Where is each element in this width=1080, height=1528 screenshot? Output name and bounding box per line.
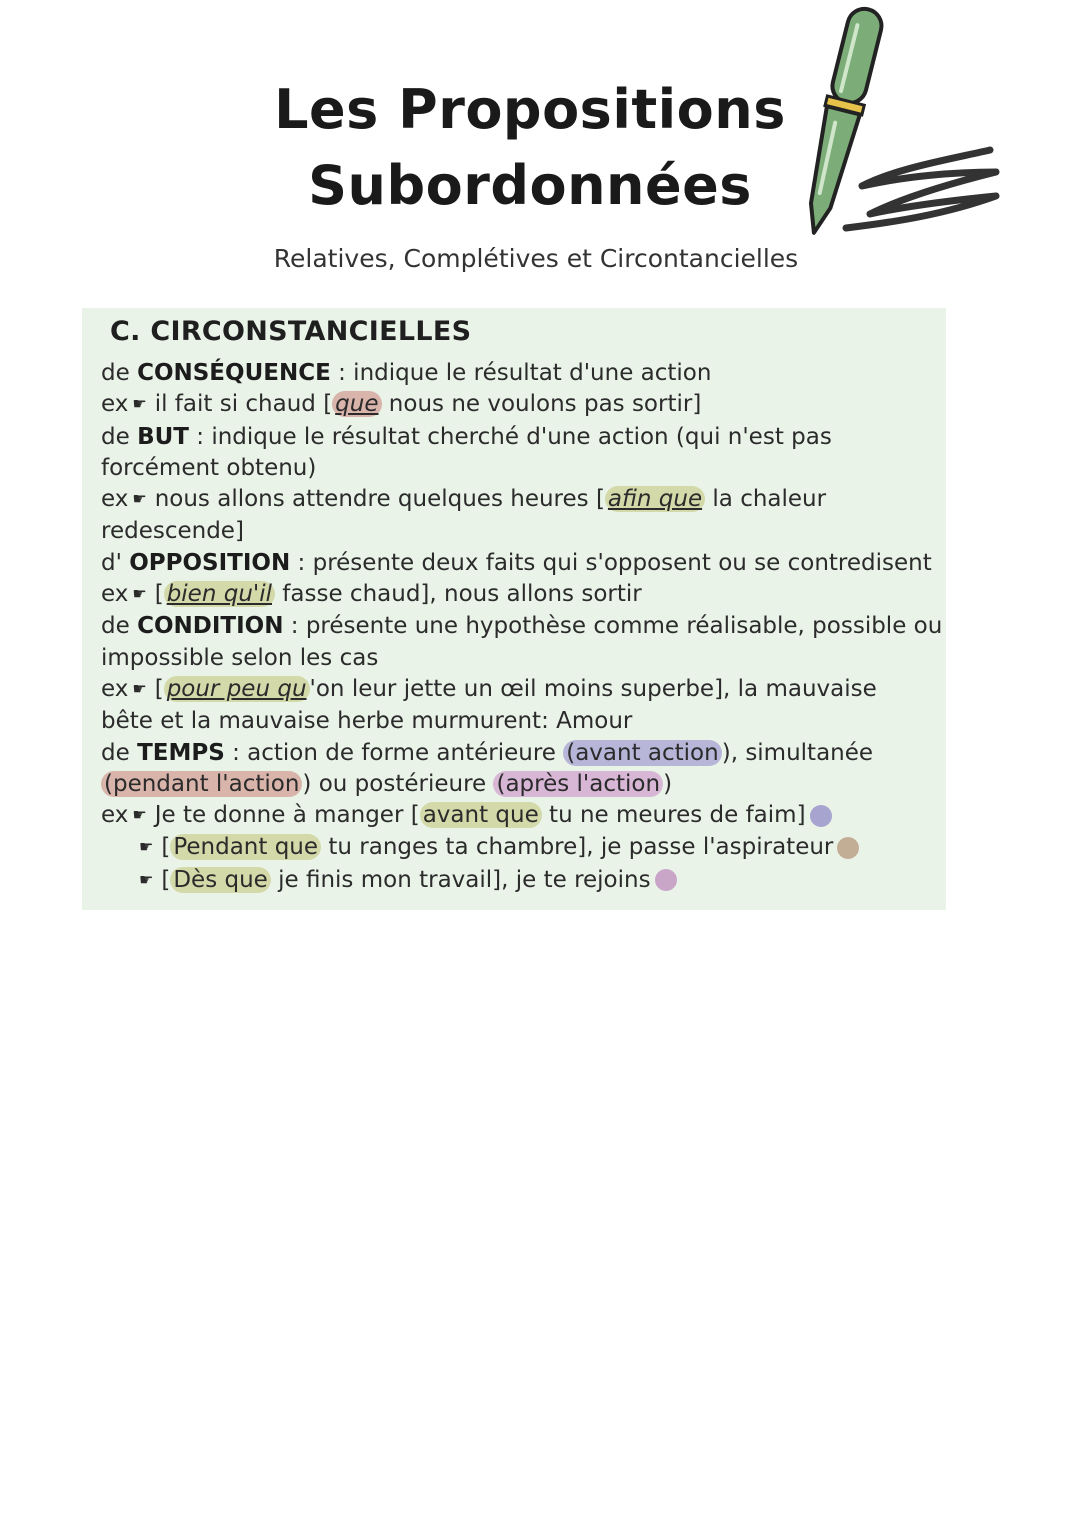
consequence-example: ex ☛ il fait si chaud [ que nous ne voulons pas sortir] xyxy=(101,391,702,418)
term-temps: TEMPS xyxy=(137,739,225,766)
opposition-example: ex ☛ [ bien qu'il fasse chaud], nous allons sortir xyxy=(101,581,642,608)
temps-example-2: ☛ [ Pendant que tu ranges ta chambre], je passe l'aspirateur xyxy=(101,832,941,864)
section-title: C. CIRCONSTANCIELLES xyxy=(110,316,472,347)
pointing-hand-icon: ☛ xyxy=(132,584,147,604)
simultanee-dot-icon xyxy=(837,837,859,859)
page-title xyxy=(240,72,820,224)
pointing-hand-icon: ☛ xyxy=(132,678,147,698)
posterieure-highlight: (après l'action xyxy=(493,771,663,797)
conjunction-highlight: que xyxy=(332,391,381,417)
temps-example-3: ☛ [ Dès que je finis mon travail], je te rejoins xyxy=(101,865,941,897)
conjunction-highlight: pour peu qu xyxy=(164,676,310,702)
pointing-hand-icon: ☛ xyxy=(139,837,154,857)
term-but: BUT xyxy=(137,423,189,450)
condition-example: ex ☛ [ pour peu qu 'on leur jette un œil moins superbe], la mauvaise xyxy=(101,675,877,702)
but-def: de BUT : indique le résultat cherché d'une action (qui n'est pas xyxy=(101,423,832,450)
consequence-def: de CONSÉQUENCE : indique le résultat d'une action xyxy=(101,360,712,386)
posterieure-dot-icon xyxy=(655,869,677,891)
pointing-hand-icon: ☛ xyxy=(132,805,147,825)
content-lines xyxy=(101,358,941,897)
term-condition: CONDITION xyxy=(137,613,284,640)
title-line-2: Subordonnées xyxy=(308,154,752,217)
condition-example-cont: bête et la mauvaise herbe murmurent: Amour xyxy=(101,708,633,735)
condition-def: de CONDITION : présente une hypothèse comme réalisable, possible ou xyxy=(101,613,943,640)
pointing-hand-icon: ☛ xyxy=(132,394,147,414)
pen-icon xyxy=(786,0,1006,240)
term-consequence: CONSÉQUENCE xyxy=(137,360,331,386)
condition-def-cont: impossible selon les cas xyxy=(101,644,379,671)
conjunction-highlight: afin que xyxy=(605,486,705,512)
temps-example-1: ex ☛ Je te donne à manger [ avant que tu ne meures de faim] xyxy=(101,800,941,832)
title-line-1: Les Propositions xyxy=(274,78,786,141)
anterieure-dot-icon xyxy=(810,805,832,827)
subtitle: Relatives, Complétives et Circontancielles xyxy=(273,244,799,273)
conjunction-highlight: avant que xyxy=(420,802,542,828)
temps-def-cont: (pendant l'action ) ou postérieure (après l'action ) xyxy=(101,769,941,800)
but-example-cont: redescende] xyxy=(101,518,244,545)
opposition-def: d' OPPOSITION : présente deux faits qui s'opposent ou se contredisent xyxy=(101,549,932,576)
conjunction-highlight: Pendant que xyxy=(170,834,321,860)
term-opposition: OPPOSITION xyxy=(129,549,291,576)
conjunction-highlight: bien qu'il xyxy=(164,581,275,607)
simultanee-highlight: (pendant l'action xyxy=(101,771,302,797)
but-def-cont: forcément obtenu) xyxy=(101,454,317,481)
conjunction-highlight: Dès que xyxy=(170,867,270,893)
pointing-hand-icon: ☛ xyxy=(132,489,147,509)
pointing-hand-icon: ☛ xyxy=(139,869,154,889)
but-example: ex ☛ nous allons attendre quelques heures [ afin que la chaleur xyxy=(101,486,827,513)
anterieure-highlight: (avant action xyxy=(563,740,721,766)
temps-def: de TEMPS : action de forme antérieure (avant action ), simultanée xyxy=(101,739,874,766)
